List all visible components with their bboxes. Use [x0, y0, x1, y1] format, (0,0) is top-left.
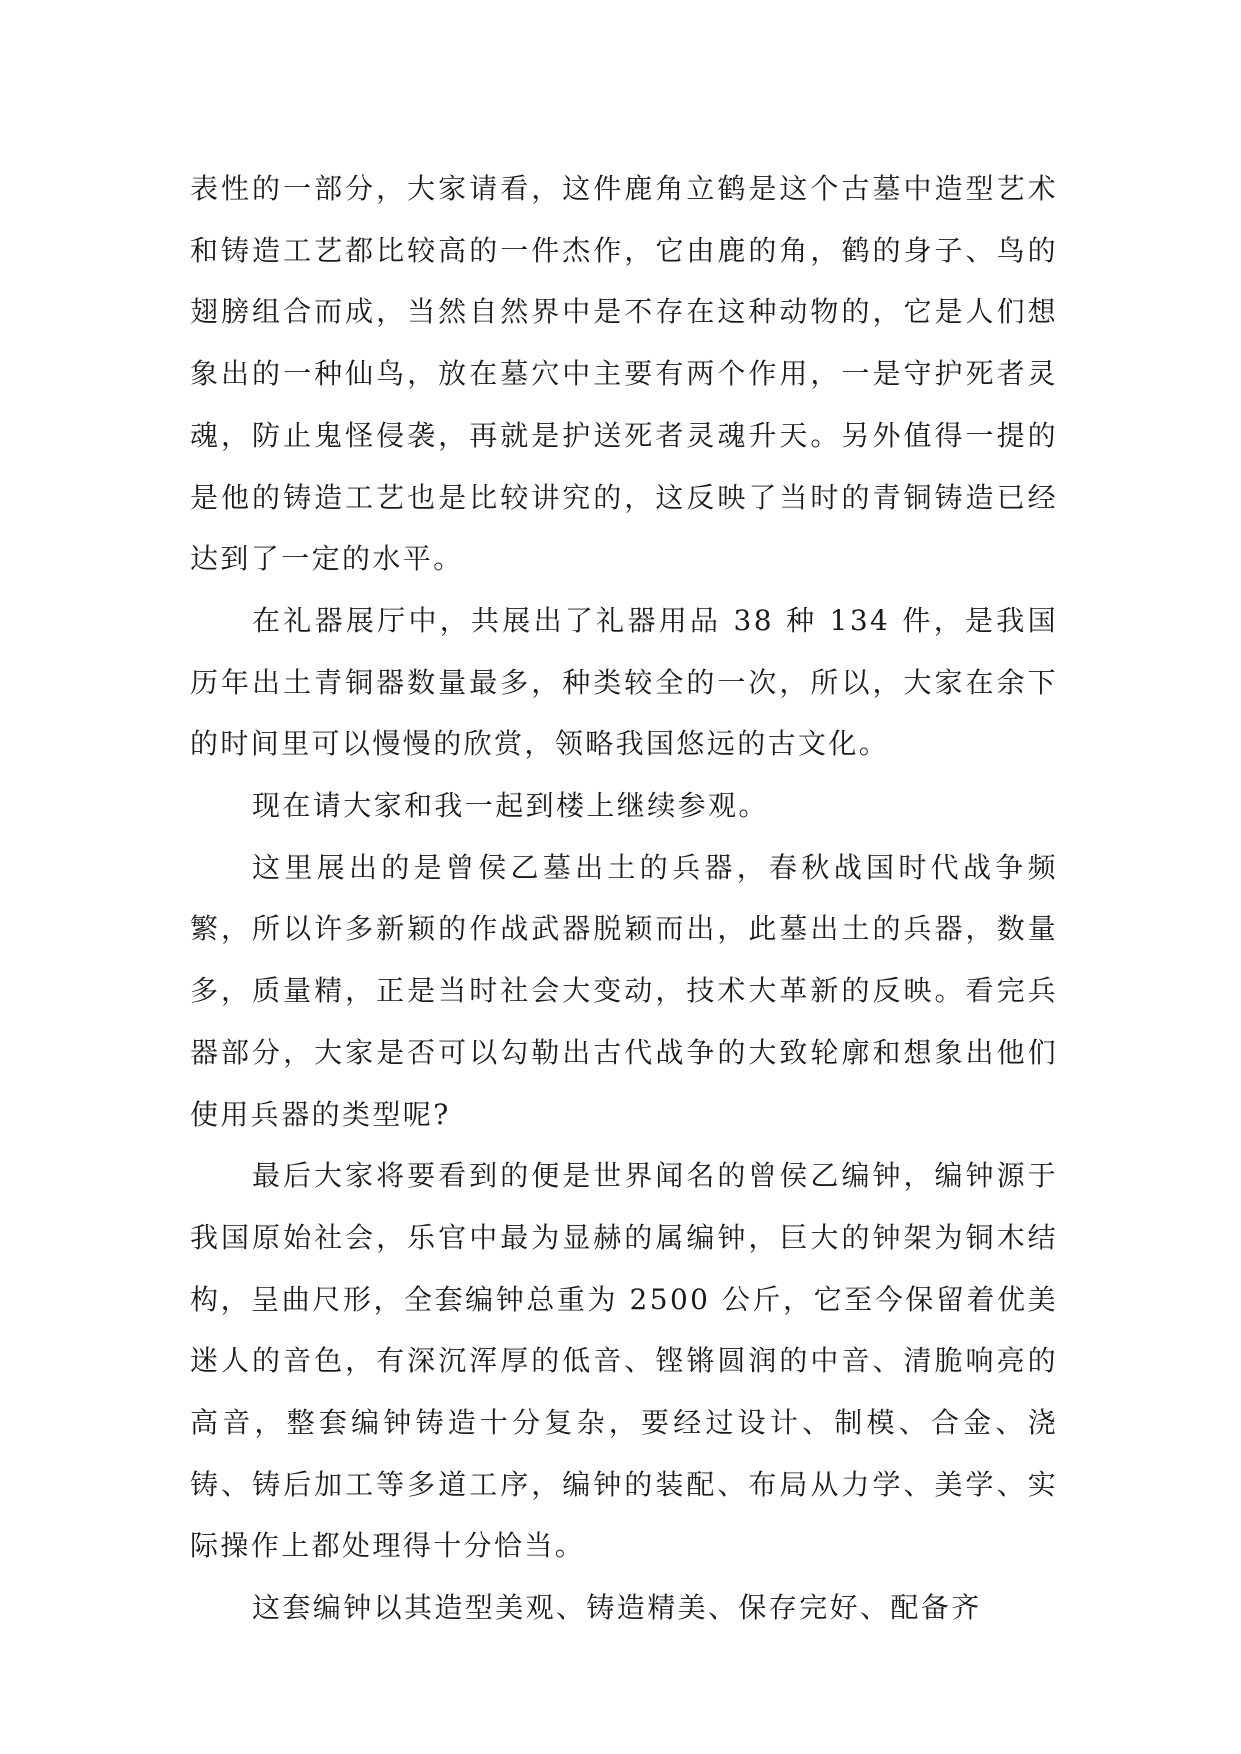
paragraph-2: 在礼器展厅中，共展出了礼器用品 38 种 134 件，是我国历年出土青铜器数量最多，种类较全的一次，所以，大家在余下的时间里可以慢慢的欣赏，领略我国悠远的古文化。	[190, 603, 1058, 761]
paragraph-6: 这套编钟以其造型美观、铸造精美、保存完好、配备齐	[252, 1591, 982, 1625]
paragraph-5: 最后大家将要看到的便是世界闻名的曾侯乙编钟，编钟源于我国原始社会，乐官中最为显赫的属编钟，巨大的钟架为铜木结构，呈曲尺形，全套编钟总重为 2500 公斤，它至今保留着优美迷人的音色，有深沉浑厚的低音、铿锵圆润的中音、清脆响亮的高音，整套编钟铸造十分复杂，要经过设计、制模、合金、浇铸、铸后加工等多道工序，编钟的装配、布局从力学、美学、实际操作上都处理得十分恰当。	[190, 1159, 1058, 1563]
paragraph-3: 现在请大家和我一起到楼上继续参观。	[252, 789, 769, 823]
document-body	[190, 158, 1058, 1639]
paragraph-1: 表性的一部分，大家请看，这件鹿角立鹤是这个古墓中造型艺术和铸造工艺都比较高的一件杰作，它由鹿的角，鹤的身子、鸟的翅膀组合而成，当然自然界中是不存在这种动物的，它是人们想象出的一种仙鸟，放在墓穴中主要有两个作用，一是守护死者灵魂，防止鬼怪侵袭，再就是护送死者灵魂升天。另外值得一提的是他的铸造工艺也是比较讲究的，这反映了当时的青铜铸造已经达到了一定的水平。	[190, 172, 1058, 576]
paragraph-4: 这里展出的是曾侯乙墓出土的兵器，春秋战国时代战争频繁，所以许多新颖的作战武器脱颖而出，此墓出土的兵器，数量多，质量精，正是当时社会大变动，技术大革新的反映。看完兵器部分，大家是否可以勾勒出古代战争的大致轮廓和想象出他们使用兵器的类型呢?	[190, 850, 1058, 1131]
